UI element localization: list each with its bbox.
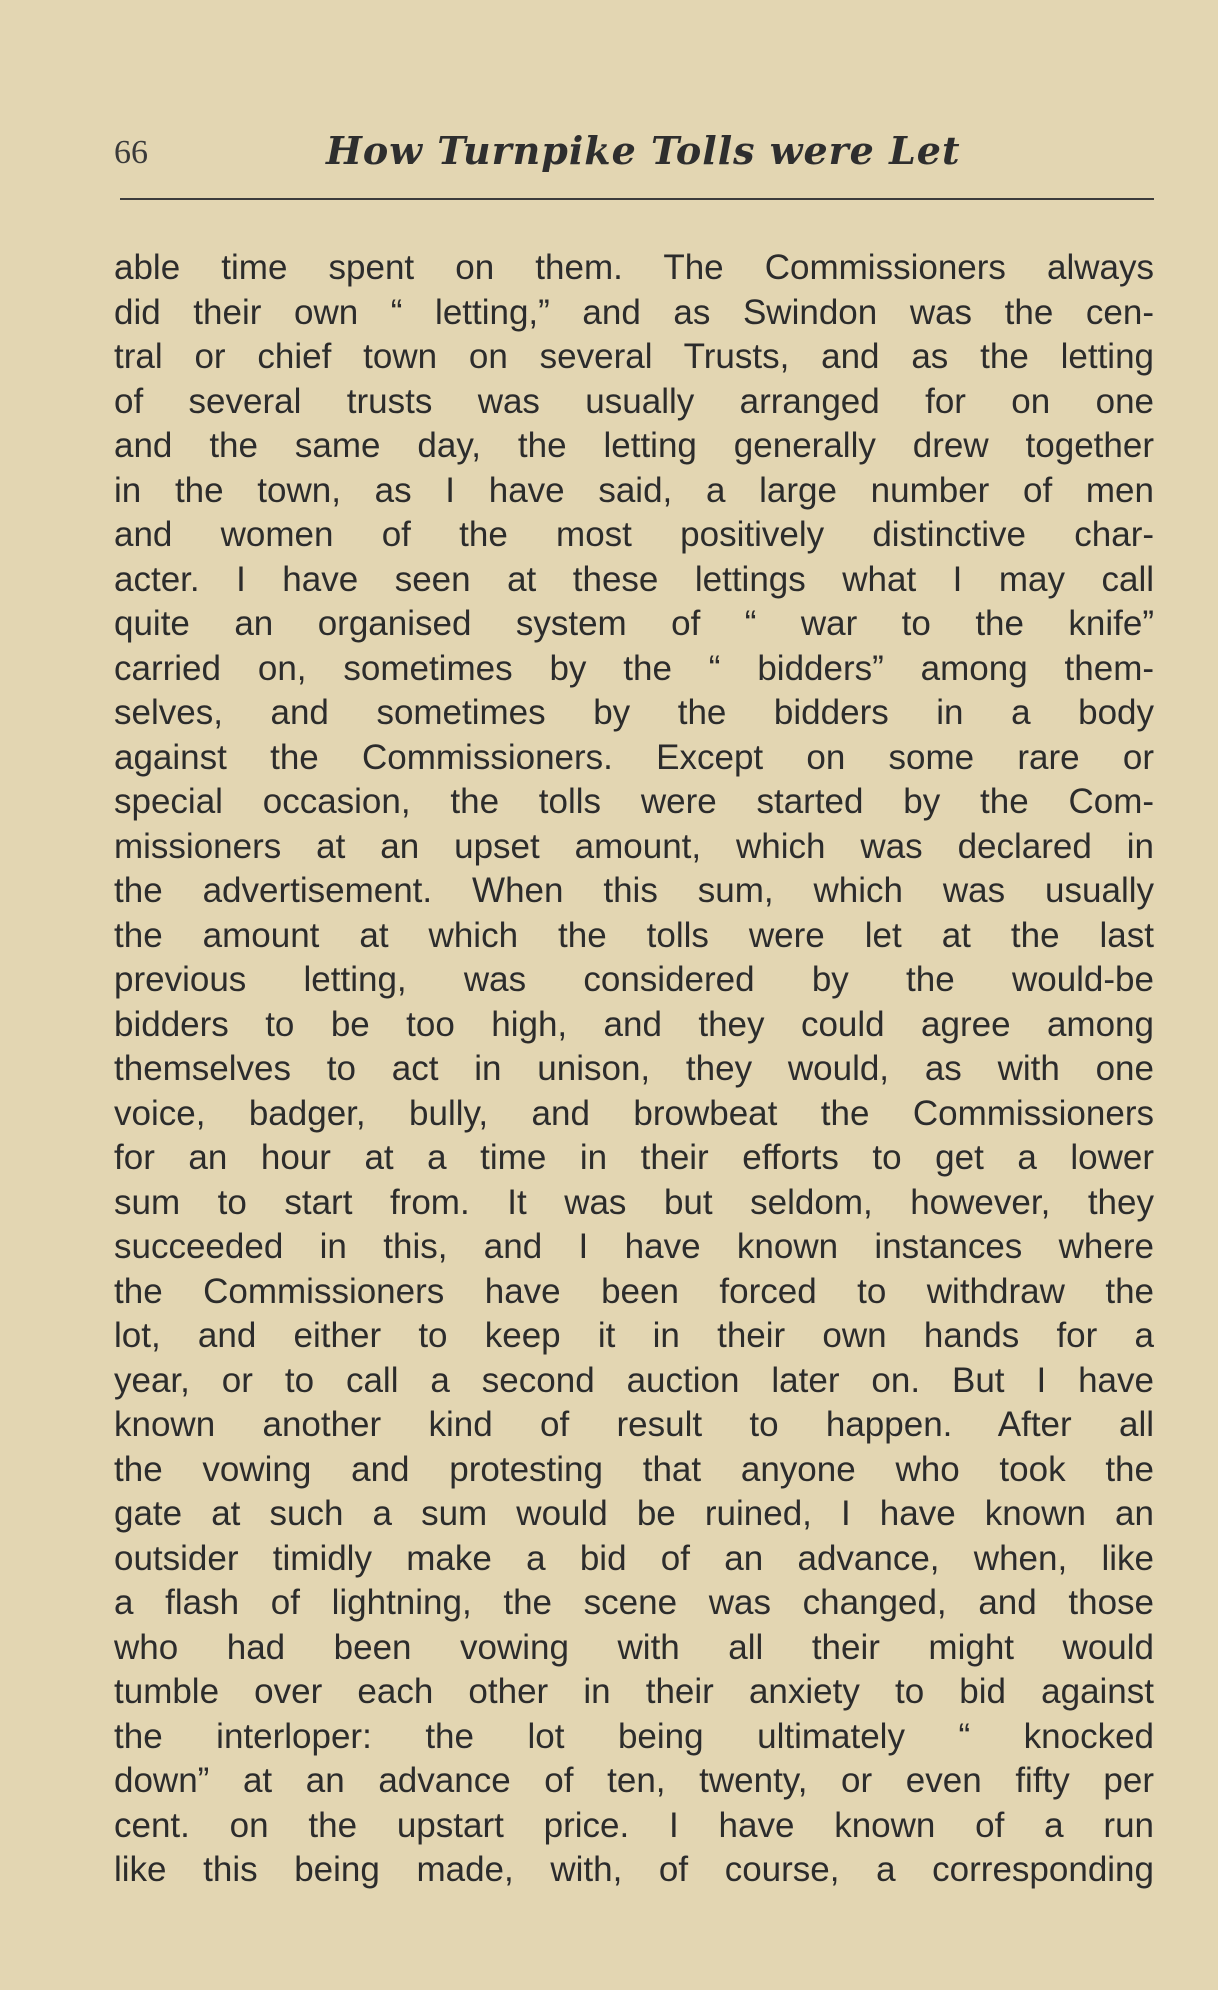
text-line: succeeded in this, and I have known instances where (114, 1227, 1154, 1266)
text-line: sum to start from. It was but seldom, however, they (114, 1182, 1154, 1222)
text-line: the Commissioners have been forced to withdraw the (114, 1271, 1154, 1311)
text-line: of several trusts was usually arranged for on one (114, 381, 1154, 421)
text-line: known another kind of result to happen. After all (114, 1405, 1154, 1444)
text-line: quite an organised system of “ war to the knife” (114, 604, 1154, 643)
text-line: previous letting, was considered by the would-be (114, 960, 1154, 999)
text-line: the vowing and protesting that anyone who took the (114, 1449, 1154, 1489)
text-line: tumble over each other in their anxiety to bid against (114, 1672, 1154, 1711)
text-line: carried on, sometimes by the “ bidders” among them- (114, 648, 1154, 688)
text-line: outsider timidly make a bid of an advance, when, like (114, 1538, 1154, 1578)
running-head: How Turnpike Tolls were Let (326, 128, 961, 173)
text-line: the interloper: the lot being ultimately “ knocked (114, 1716, 1154, 1756)
text-line: lot, and either to keep it in their own hands for a (114, 1316, 1154, 1355)
text-line: a flash of lightning, the scene was changed, and those (114, 1583, 1154, 1622)
text-line: gate at such a sum would be ruined, I have known an (114, 1494, 1154, 1533)
text-line: the advertisement. When this sum, which was usually (114, 871, 1154, 910)
text-line: down” at an advance of ten, twenty, or even fifty per (114, 1761, 1154, 1800)
text-line: bidders to be too high, and they could agree among (114, 1004, 1154, 1044)
page-number: 66 (114, 134, 148, 171)
text-line: themselves to act in unison, they would, as with one (114, 1049, 1154, 1088)
text-line: against the Commissioners. Except on some rare or (114, 737, 1154, 777)
text-line: voice, badger, bully, and browbeat the Commissioners (114, 1093, 1154, 1133)
text-line: year, or to call a second auction later on. But I have (114, 1360, 1154, 1400)
text-line: who had been vowing with all their might would (114, 1627, 1154, 1667)
page-header (114, 124, 1154, 184)
text-line: for an hour at a time in their efforts to get a lower (114, 1138, 1154, 1177)
text-line: in the town, as I have said, a large number of men (114, 470, 1154, 510)
text-line: selves, and sometimes by the bidders in a body (114, 693, 1154, 732)
text-line: acter. I have seen at these lettings what I may call (114, 559, 1154, 599)
body-text (114, 246, 1154, 1893)
header-rule (120, 198, 1154, 200)
text-line: cent. on the upstart price. I have known of a run (114, 1805, 1154, 1845)
text-line: special occasion, the tolls were started by the Com- (114, 782, 1154, 821)
text-line: like this being made, with, of course, a corresponding (114, 1850, 1154, 1889)
text-line: missioners at an upset amount, which was declared in (114, 826, 1154, 866)
text-line: able time spent on them. The Commissioners always (114, 248, 1154, 287)
text-line: and women of the most positively distinctive char- (114, 515, 1154, 554)
text-line: and the same day, the letting generally drew together (114, 426, 1154, 465)
text-line: did their own “ letting,” and as Swindon was the cen- (114, 292, 1154, 332)
text-line: tral or chief town on several Trusts, and as the letting (114, 337, 1154, 376)
text-line: the amount at which the tolls were let at the last (114, 915, 1154, 955)
